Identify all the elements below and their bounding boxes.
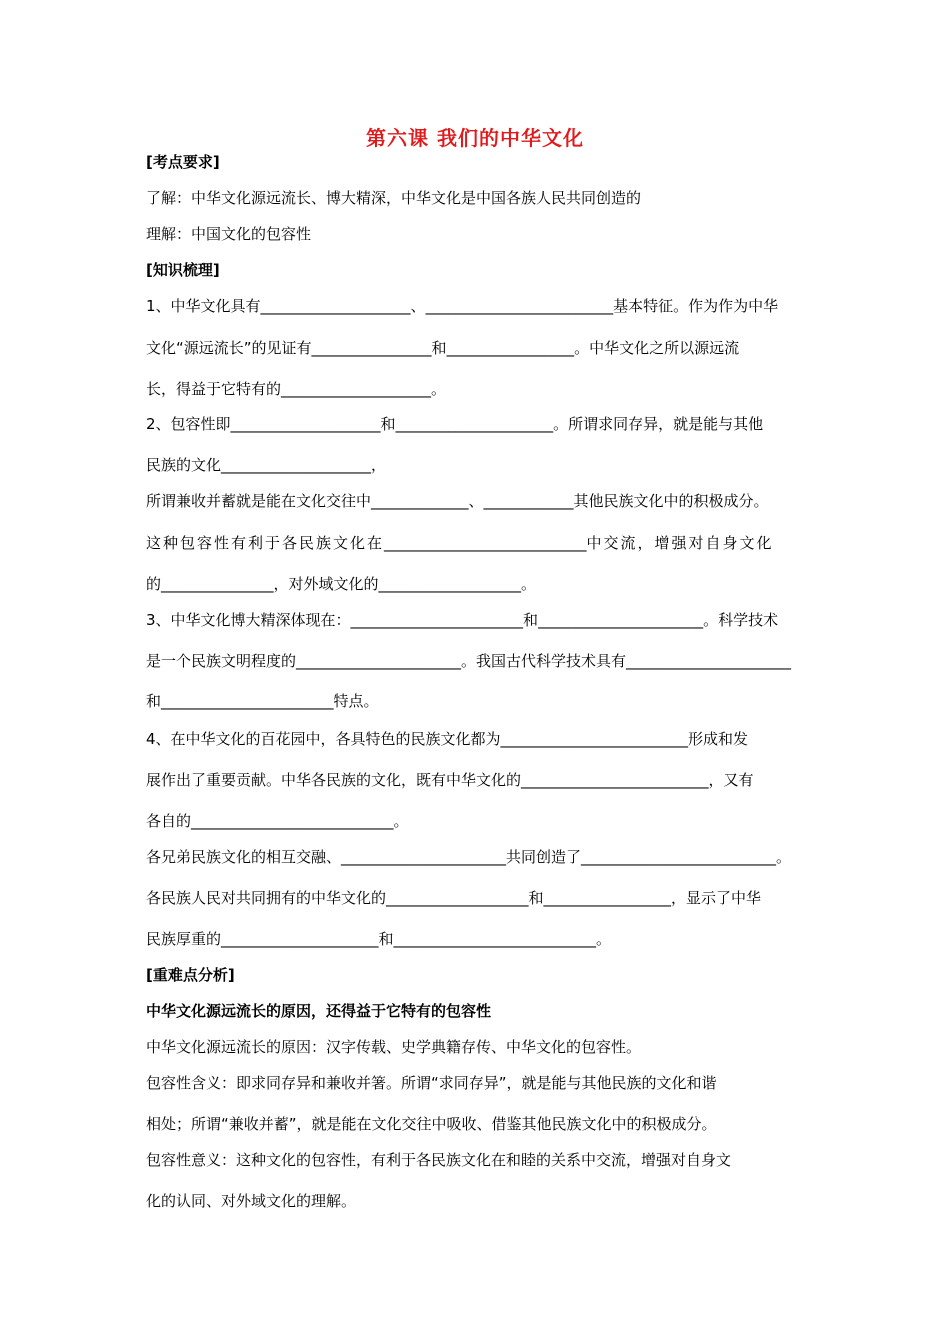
analysis-heading: 中华文化源远流长的原因，还得益于它特有的包容性: [146, 1002, 492, 1020]
blank: _______________________: [350, 611, 524, 629]
blank: _____________: [371, 492, 469, 510]
q1-line-2: 文化“源远流长”的见证有________________和_________________。中华文化之所以源远流: [146, 339, 740, 357]
q2-line-2: 民族的文化____________________，: [146, 456, 387, 474]
blank: ____________________: [281, 380, 432, 398]
section-kaodian-heading: [考点要求]: [146, 153, 220, 171]
q2-line-1: 2、包容性即____________________和_____________________。所谓求同存异，就是能与其他: [146, 415, 764, 433]
blank: ____________: [483, 492, 574, 510]
blank: ___________________________: [191, 812, 394, 830]
blank: _____________________: [395, 415, 554, 433]
blank: ____________________: [260, 297, 411, 315]
analysis-paragraph-3b: 化的认同、对外域文化的理解。: [146, 1192, 357, 1210]
analysis-paragraph-2b: 相处；所谓“兼收并蓄”，就是能在文化交往中吸收、借鉴其他民族文化中的积极成分。: [146, 1115, 717, 1133]
blank: ___________________________: [393, 930, 597, 948]
section-zhongnan-heading: [重难点分析]: [146, 966, 235, 984]
blank: ___________________: [386, 889, 529, 907]
q4-line-5: 各民族人民对共同拥有的中华文化的___________________和_________________，显示了中华: [146, 889, 762, 907]
blank: _______________________: [161, 692, 334, 710]
kaodian-comprehend: 理解：中国文化的包容性: [146, 225, 312, 243]
blank: ________________: [311, 339, 432, 357]
q1-line-1: 1、中华文化具有____________________、_________________________基本特征。作为作为中华: [146, 297, 779, 315]
blank: ___________________: [378, 575, 522, 593]
q2-line-4: 这种包容性有利于各民族文化在___________________________中交流，增强对自身文化: [146, 534, 774, 552]
blank: _________________________: [500, 730, 689, 748]
q4-line-4: 各兄弟民族文化的相互交融、______________________共同创造了__________________________。: [146, 848, 792, 866]
blank: _________________: [446, 339, 575, 357]
blank: __________________________: [581, 848, 777, 866]
q4-line-3: 各自的___________________________。: [146, 812, 409, 830]
q4-line-1: 4、在中华文化的百花园中，各具特色的民族文化都为_________________________形成和发: [146, 730, 749, 748]
q3-line-1: 3、中华文化博大精深体现在：_______________________和______________________。科学技术: [146, 611, 779, 629]
page-title: 第六课 我们的中华文化: [366, 126, 584, 150]
blank: ______________________: [341, 848, 507, 866]
blank: ______________________: [296, 652, 462, 670]
blank: _________________________: [521, 771, 709, 789]
q4-line-2: 展作出了重要贡献。中华各民族的文化，既有中华文化的_________________________，又有: [146, 771, 754, 789]
blank: ______________________: [538, 611, 704, 629]
q1-line-3: 长，得益于它特有的____________________。: [146, 380, 447, 398]
blank: _________________: [543, 889, 672, 907]
section-zhishi-heading: [知识梳理]: [146, 261, 220, 279]
analysis-paragraph-3a: 包容性意义：这种文化的包容性，有利于各民族文化在和睦的关系中交流，增强对自身文: [146, 1151, 732, 1169]
q4-line-6: 民族厚重的_____________________和___________________________。: [146, 930, 612, 948]
q2-line-3: 所谓兼收并蓄就是能在文化交往中_____________、____________其他民族文化中的积极成分。: [146, 492, 769, 510]
q3-line-3: 和_______________________特点。: [146, 692, 379, 710]
blank: ______________________: [626, 652, 792, 670]
q2-line-5: 的_______________，对外域文化的___________________。: [146, 575, 537, 593]
blank: _______________: [161, 575, 274, 593]
blank: ____________________: [230, 415, 381, 433]
analysis-paragraph-1: 中华文化源远流长的原因：汉字传载、史学典籍存传、中华文化的包容性。: [146, 1038, 642, 1056]
blank: _________________________: [425, 297, 614, 315]
blank: ____________________，: [221, 456, 387, 474]
blank: ___________________________: [384, 534, 587, 552]
analysis-paragraph-2a: 包容性含义：即求同存异和兼收并箸。所谓“求同存异”，就是能与其他民族的文化和谐: [146, 1074, 717, 1092]
kaodian-understand: 了解：中华文化源远流长、博大精深，中华文化是中国各族人民共同创造的: [146, 189, 642, 207]
q3-line-2: 是一个民族文明程度的______________________。我国古代科学技术具有______________________: [146, 652, 792, 670]
blank: _____________________: [221, 930, 379, 948]
